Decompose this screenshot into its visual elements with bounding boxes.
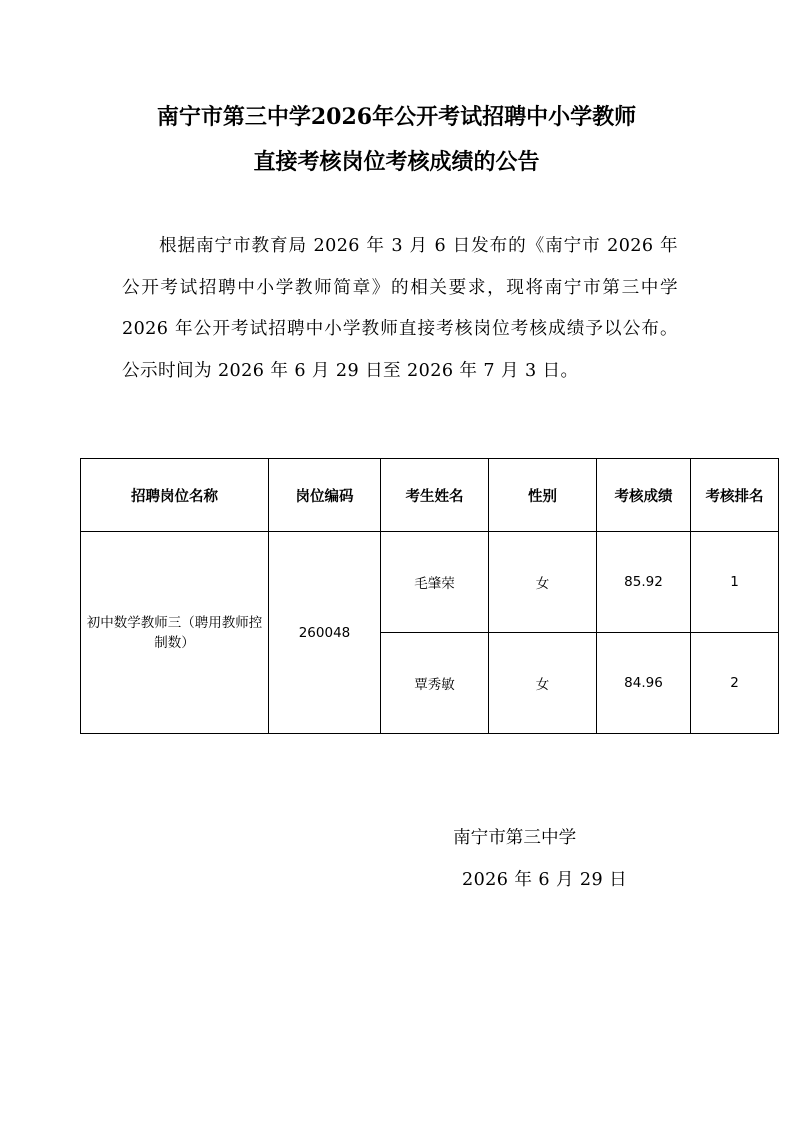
table-header-row — [81, 459, 779, 532]
header-score: 考核成绩 — [597, 459, 691, 532]
header-rank: 考核排名 — [691, 459, 779, 532]
score-cell: 84.96 — [597, 633, 691, 734]
header-position-name: 招聘岗位名称 — [81, 459, 269, 532]
candidate-name-cell: 毛肇荣 — [381, 532, 489, 633]
gender-cell: 女 — [489, 633, 597, 734]
results-table — [80, 458, 779, 734]
rank-cell: 2 — [691, 633, 779, 734]
signature-date: 2026 年 6 月 29 日 — [462, 870, 628, 890]
header-candidate-name: 考生姓名 — [381, 459, 489, 532]
signature-organization: 南宁市第三中学 — [453, 828, 577, 848]
rank-cell: 1 — [691, 532, 779, 633]
header-position-code: 岗位编码 — [269, 459, 381, 532]
candidate-name-cell: 覃秀敏 — [381, 633, 489, 734]
position-code-cell: 260048 — [269, 532, 381, 734]
announcement-body: 根据南宁市教育局 2026 年 3 月 6 日发布的《南宁市 2026 年公开考试招聘中小学教师简章》的相关要求，现将南宁市第三中学 2026 年公开考试招聘中小学教师直接考核岗位考核成绩予以公布。公示时间为 2026 年 6 月 29 日至 2026 年 7 月 3 日。 — [122, 236, 678, 381]
gender-cell: 女 — [489, 532, 597, 633]
score-cell: 85.92 — [597, 532, 691, 633]
announcement-title-line-1: 南宁市第三中学2026年公开考试招聘中小学教师 — [156, 104, 637, 130]
header-gender: 性别 — [489, 459, 597, 532]
position-name-cell: 初中数学教师三（聘用教师控制数） — [81, 532, 269, 734]
table-row — [81, 532, 779, 633]
announcement-title-line-2: 直接考核岗位考核成绩的公告 — [253, 149, 540, 175]
